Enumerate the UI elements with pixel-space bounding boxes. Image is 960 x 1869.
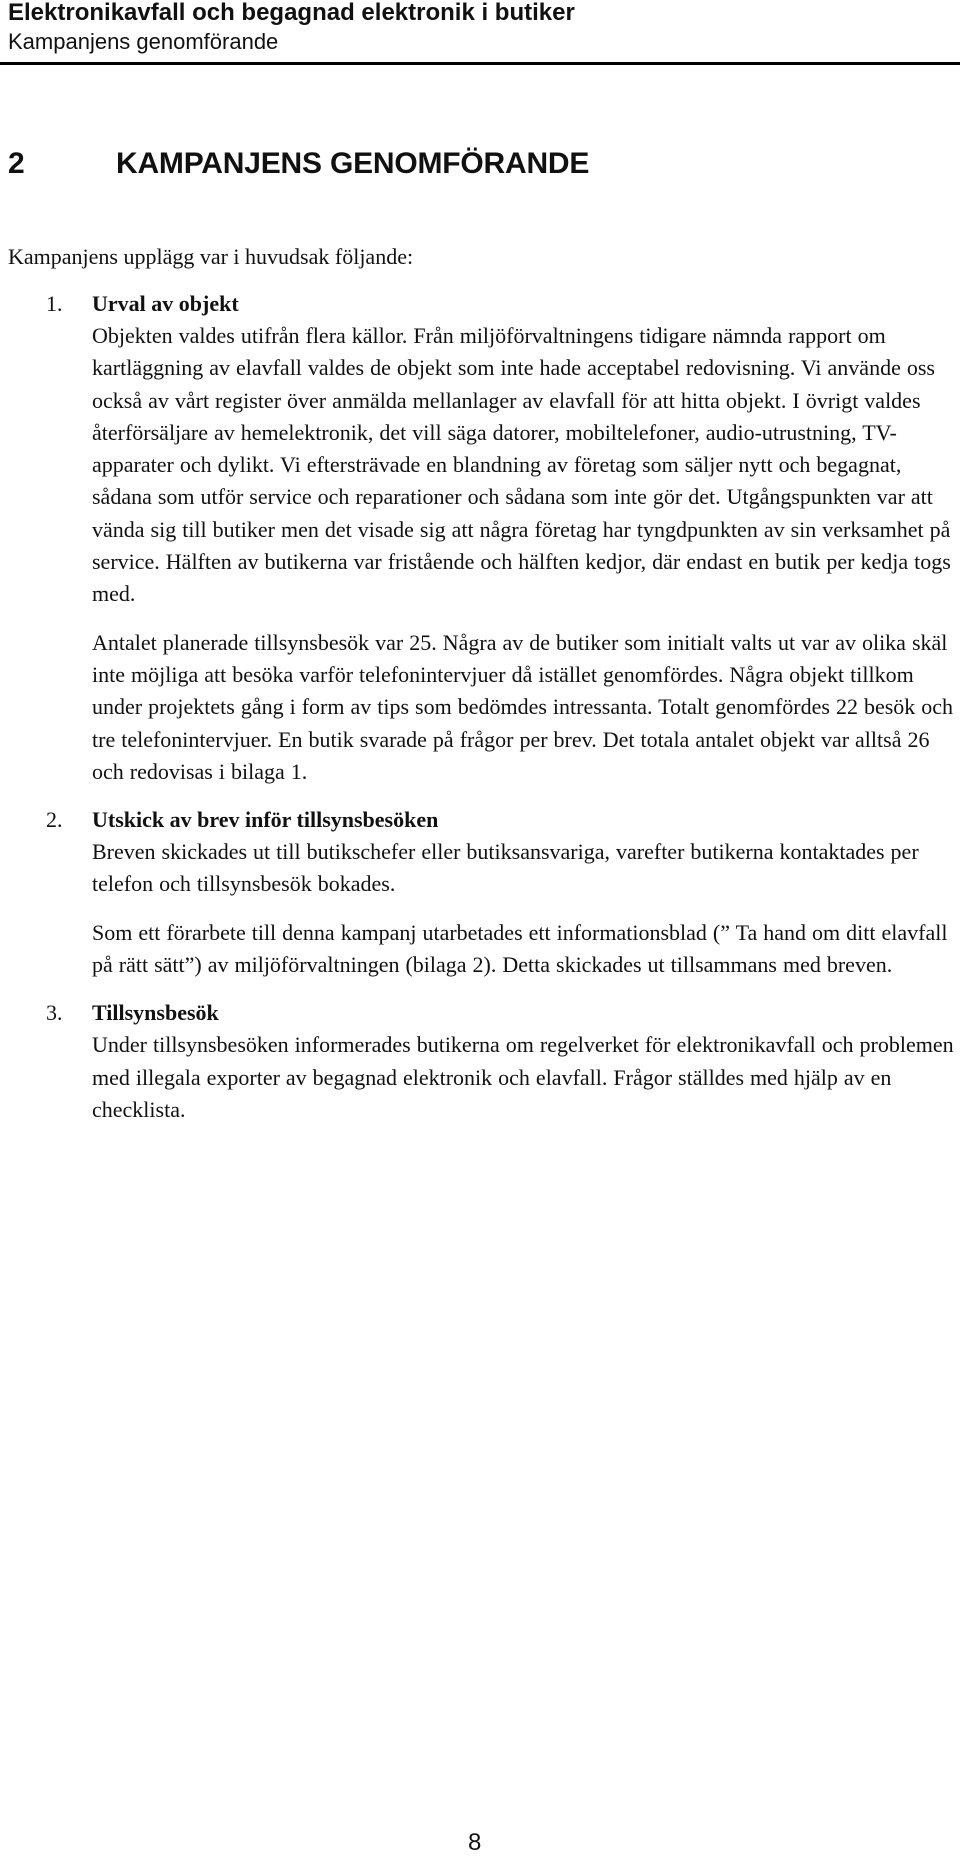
item-number: 2. (46, 807, 63, 833)
item-title: Utskick av brev inför tillsynsbesöken (92, 807, 439, 833)
item-body (92, 804, 954, 981)
running-header-subtitle: Kampanjens genomförande (8, 29, 279, 54)
item-paragraph: Antalet planerade tillsynsbesök var 25. Några av de butiker som initialt valts ut var av olika skäl inte möjliga att besöka varför telefonintervjuer då istället genomfördes. Några objekt tillkom under projektets gång i form av tips som bedömdes intressanta. Totalt genomfördes 22 besök och tre telefonintervjuer. En butik svarade på frågor per brev. Det totala antalet objekt var alltså 26 och redovisas i bilaga 1. (92, 629, 954, 784)
item-paragraph: Som ett förarbete till denna kampanj utarbetades ett informationsblad (” Ta hand om ditt elavfall på rätt sätt”) av miljöförvaltningen (bilaga 2). Detta skickades ut tillsammans med breven. (92, 919, 948, 978)
step-list (0, 288, 960, 1126)
item-title: Tillsynsbesök (92, 1000, 219, 1026)
chapter-number: 2 (8, 147, 25, 180)
page-number: 8 (468, 1829, 482, 1856)
header-divider (0, 62, 960, 65)
item-paragraph: Under tillsynsbesöken informerades butikerna om regelverket för elektronikavfall och problemen med illegala exporter av begagnad elektronik och elavfall. Frågor ställdes med hjälp av en checklista. (92, 1032, 954, 1122)
list-item (0, 804, 960, 981)
item-paragraph: Objekten valdes utifrån flera källor. Från miljöförvaltningens tidigare nämnda rapport om kartläggning av elavfall valdes de objekt som inte hade acceptabel redovisning. Vi använde oss också av vårt register över anmälda mellanlager av elavfall för att hitta objekt. I övrigt valdes återförsäljare av hemelektronik, det vill säga datorer, mobiltelefoner, audio-utrustning, TV-apparater och dylikt. Vi eftersträvade en blandning av företag som säljer nytt och begagnat, sådana som utför service och reparationer och sådana som inte gör det. Utgångspunkten var att vända sig till butiker men det visade sig att några företag har tyngdpunkten av sin verksamhet på service. Hälften av butikerna var fristående och hälften kedjor, där endast en butik per kedja togs med. (92, 323, 951, 607)
item-paragraph: Breven skickades ut till butikschefer eller butiksansvariga, varefter butikerna kontaktades per telefon och tillsynsbesök bokades. (92, 839, 919, 897)
item-title: Urval av objekt (92, 291, 239, 316)
item-number: 3. (46, 1000, 63, 1026)
chapter-title: KAMPANJENS GENOMFÖRANDE (116, 147, 590, 180)
chapter-heading (8, 146, 589, 182)
item-body (92, 997, 954, 1126)
list-item (0, 288, 960, 788)
item-number: 1. (46, 291, 63, 316)
list-item (0, 997, 960, 1126)
item-body (92, 288, 954, 788)
intro-text: Kampanjens upplägg var i huvudsak följande: (8, 244, 414, 269)
running-header-title: Elektronikavfall och begagnad elektronik i butiker (8, 0, 575, 26)
